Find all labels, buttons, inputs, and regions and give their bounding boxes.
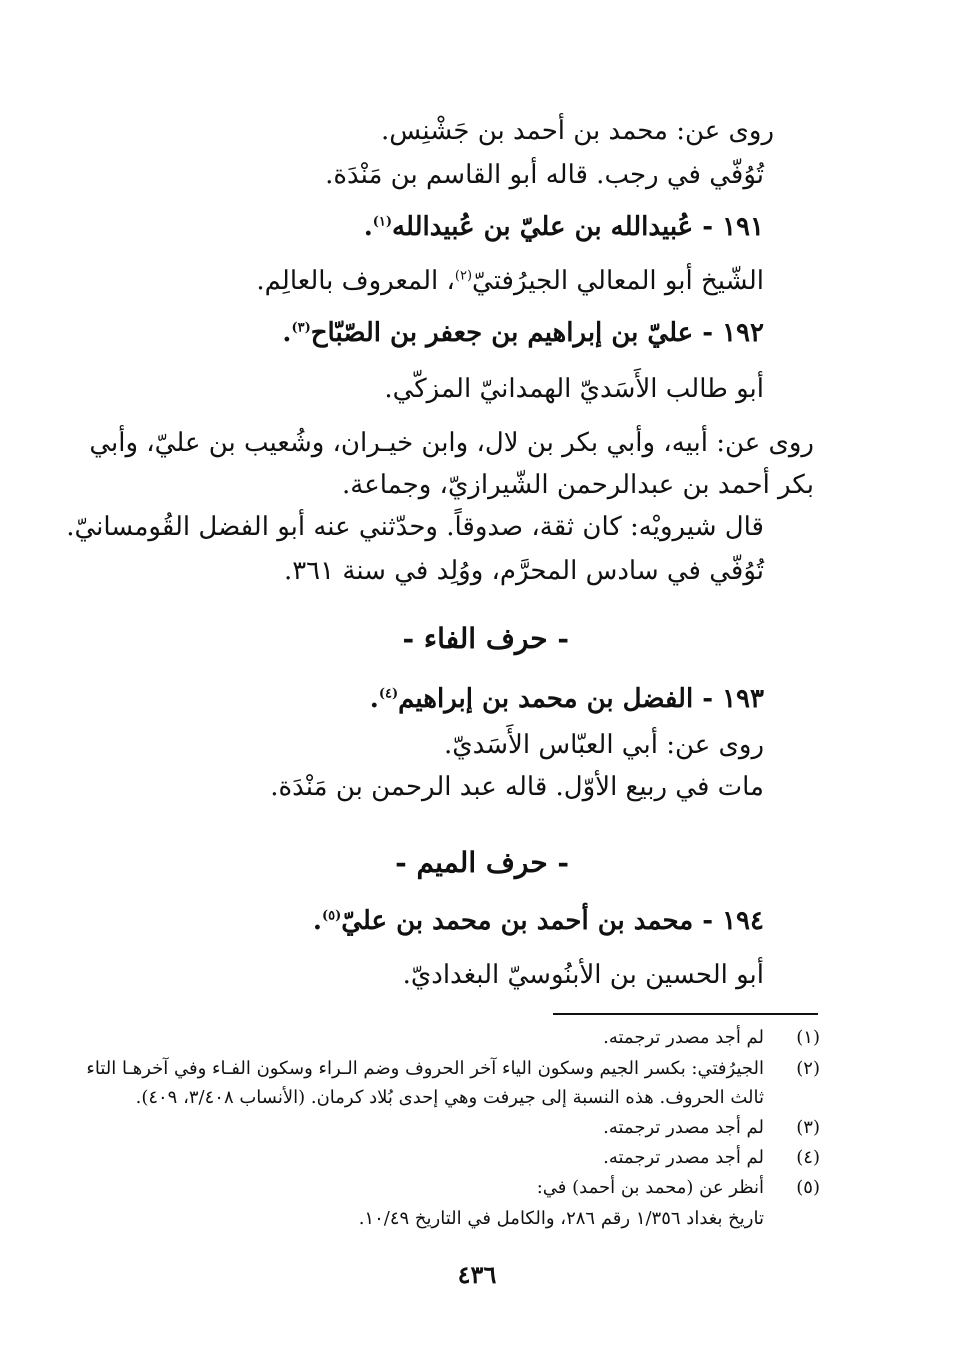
- text-line: أبو الحسين بن الأبنُوسيّ البغداديّ.: [402, 960, 764, 990]
- text-line: تُوُفّي في رجب. قاله أبو القاسم بن مَنْدَة.: [325, 160, 764, 190]
- footnote-number: (٤): [796, 1147, 820, 1168]
- footnote-number: (٢): [796, 1058, 820, 1079]
- entry-heading-191: ١٩١ - عُبيدالله بن عليّ بن عُبيدالله$^{(١)}$.: [363, 212, 764, 242]
- footnote-text: تاريخ بغداد ١/٣٥٦ رقم ٢٨٦، والكامل في التاريخ ١٠/٤٩.: [358, 1208, 764, 1229]
- text-line: قال شيرويْه: كان ثقة، صدوقاً. وحدّثني عنه أبو الفضل القُومسانيّ.: [66, 512, 764, 542]
- footnote-ref: (٢): [454, 268, 473, 284]
- footnote-number: (٥): [796, 1177, 820, 1198]
- footnote-number: (١): [796, 1027, 820, 1048]
- footnote-text: لم أجد مصدر ترجمته.: [603, 1147, 764, 1168]
- footnote-text: أنظر عن (محمد بن أحمد) في:: [536, 1177, 764, 1198]
- entry-heading-193: ١٩٣ - الفضل بن محمد بن إبراهيم$^{(٤)}$.: [369, 684, 764, 714]
- footnote-number: (٣): [796, 1117, 820, 1138]
- text-line: بكر أحمد بن عبدالرحمن الشّيرازيّ، وجماعة.: [341, 470, 814, 500]
- footnote-text: الجيرُفتي: بكسر الجيم وسكون الياء آخر الحروف وضم الـراء وسكون الفـاء وفي آخرهـا التاء: [86, 1058, 764, 1079]
- footnote-text: لم أجد مصدر ترجمته.: [603, 1117, 764, 1138]
- entry-heading-192: ١٩٢ - عليّ بن إبراهيم بن جعفر بن الصّبّاح$^{(٣)}$.: [282, 318, 764, 348]
- footnote-ref: (٥): [321, 908, 342, 924]
- section-heading-faa: - حرف الفاء -: [402, 622, 569, 655]
- text-line: مات في ربيع الأوّل. قاله عبد الرحمن بن مَنْدَة.: [270, 772, 764, 802]
- section-heading-meem: - حرف الميم -: [395, 846, 569, 879]
- text-line: تُوُفّي في سادس المحرَّم، ووُلِد في سنة ٣٦١.: [283, 556, 764, 586]
- entry-heading-194: ١٩٤ - محمد بن أحمد بن محمد بن عليّ$^{(٥)}$.: [312, 906, 764, 936]
- footnote-text: ثالث الحروف. هذه النسبة إلى جيرفت وهي إحدى بُلاد كرمان. (الأنساب ٣/٤٠٨، ٤٠٩).: [135, 1087, 764, 1108]
- text-line: الشّيخ أبو المعالي الجيرُفتيّ$^{(٢)}$، المعروف بالعالِم.: [256, 266, 764, 296]
- text-line: روى عن: أبيه، وأبي بكر بن لال، وابن خيـران، وشُعيب بن عليّ، وأبي: [89, 428, 814, 458]
- footnote-text: لم أجد مصدر ترجمته.: [603, 1027, 764, 1048]
- footnote-ref: (٤): [378, 686, 399, 702]
- page-number: ٤٣٦: [457, 1260, 497, 1289]
- footnote-ref: (٣): [291, 320, 311, 336]
- text-line: روى عن: أبي العبّاس الأَسَديّ.: [443, 730, 764, 760]
- footnote-ref: (١): [372, 214, 393, 230]
- text-line: روى عن: محمد بن أحمد بن جَشْنِس.: [380, 116, 774, 146]
- footnote-rule: [553, 1013, 818, 1015]
- text-line: أبو طالب الأَسَديّ الهمدانيّ المزكّي.: [384, 374, 764, 404]
